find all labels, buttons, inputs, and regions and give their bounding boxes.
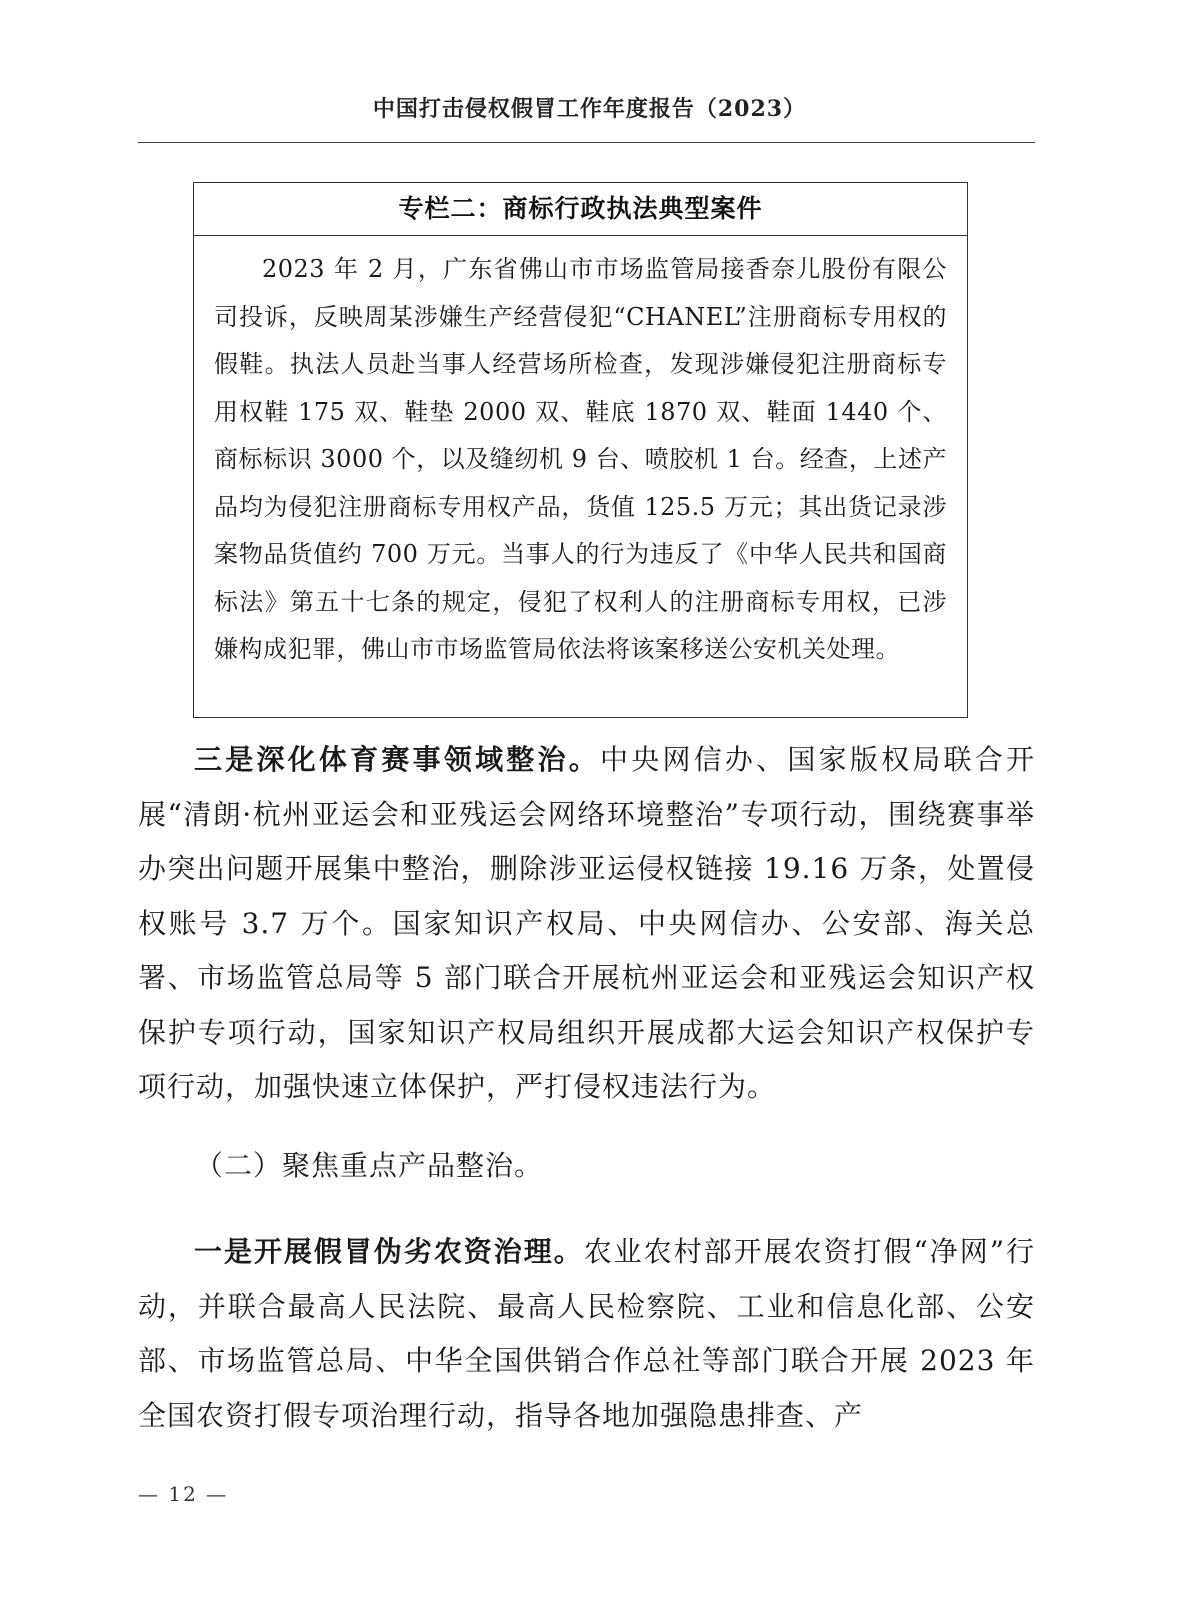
paragraph-lead: 一是开展假冒伪劣农资治理。: [194, 1235, 584, 1268]
page-number: — 12 —: [138, 1482, 229, 1506]
case-box-text: 2023 年 2 月，广东省佛山市市场监管局接香奈儿股份有限公司投诉，反映周某涉嫌生产经营侵犯“CHANEL”注册商标专用权的假鞋。执法人员赴当事人经营场所检查，发现涉嫌侵犯注册商标专用权鞋 175 双、鞋垫 2000 双、鞋底 1870 双、鞋面 1440 个、商标标识 3000 个，以及缝纫机 9 台、喷胶机 1 台。经查，上述产品均为侵犯注册商标专用权产品，货值 125.5 万元；其出货记录涉案物品货值约 700 万元。当事人的行为违反了《中华人民共和国商标法》第五十七条的规定，侵犯了权利人的注册商标专用权，已涉嫌构成犯罪，佛山市市场监管局依法将该案移送公安机关处理。: [214, 255, 947, 663]
paragraph-body: 农业农村部开展农资打假“净网”行动，并联合最高人民法院、最高人民检察院、工业和信息化部、公安部、市场监管总局、中华全国供销合作总社等部门联合开展 2023 年全国农资打假专项治理行动，指导各地加强隐患排查、产: [138, 1235, 1035, 1432]
paragraph-lead: 三是深化体育赛事领域整治。: [194, 743, 600, 776]
case-box: [193, 182, 968, 718]
paragraph-body: 中央网信办、国家版权局联合开展“清朗·杭州亚运会和亚残运会网络环境整治”专项行动，围绕赛事举办突出问题开展集中整治，删除涉亚运侵权链接 19.16 万条，处置侵权账号 3.7 万个。国家知识产权局、中央网信办、公安部、海关总署、市场监管总局等 5 部门联合开展杭州亚运会和亚残运会知识产权保护专项行动，国家知识产权局组织开展成都大运会知识产权保护专项行动，加强快速立体保护，严打侵权违法行为。: [138, 743, 1035, 1103]
paragraph-sports-events: [138, 733, 1035, 1115]
running-header-title: 中国打击侵权假冒工作年度报告（2023）: [372, 96, 807, 122]
section-subheading: （二）聚焦重点产品整治。: [195, 1149, 544, 1182]
header-divider: [138, 142, 1035, 143]
case-box-title: 专栏二：商标行政执法典型案件: [194, 183, 967, 236]
paragraph-agricultural-inputs: [138, 1225, 1035, 1443]
